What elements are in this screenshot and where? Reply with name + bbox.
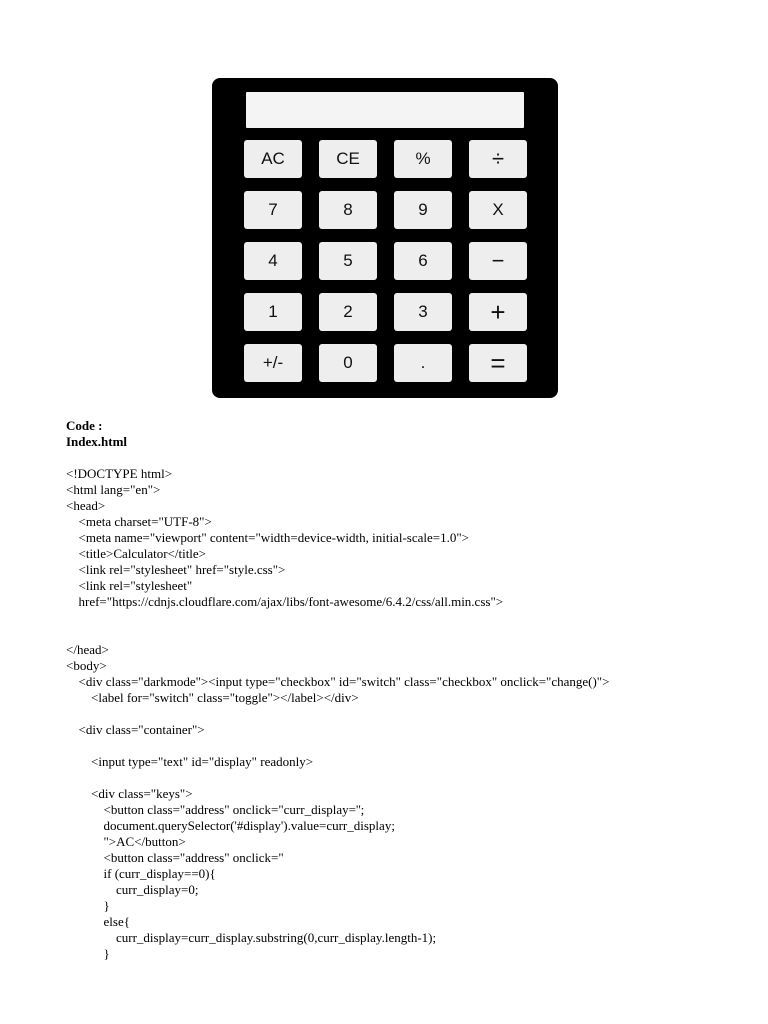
code-line: curr_display=curr_display.substring(0,curr_display.length-1); [116, 930, 437, 945]
code-line: <body> [66, 658, 107, 673]
code-line: document.querySelector('#display').value=curr_display; [103, 818, 395, 833]
blank-line [66, 770, 746, 786]
code-line: curr_display=0; [116, 882, 199, 897]
code-line: <head> [66, 498, 106, 513]
calculator-body [212, 78, 558, 398]
digit-2-button[interactable]: 2 [319, 293, 377, 331]
add-button[interactable]: + [469, 293, 527, 331]
code-line: <div class="container"> [78, 722, 205, 737]
digit-6-button[interactable]: 6 [394, 242, 452, 280]
calculator-display[interactable] [246, 92, 524, 128]
digit-9-button[interactable]: 9 [394, 191, 452, 229]
digit-7-button[interactable]: 7 [244, 191, 302, 229]
code-line: <meta charset="UTF-8"> [78, 514, 212, 529]
blank-line [66, 610, 746, 626]
calculator-keypad [244, 140, 528, 382]
digit-8-button[interactable]: 8 [319, 191, 377, 229]
code-line: </head> [66, 642, 109, 657]
digit-5-button[interactable]: 5 [319, 242, 377, 280]
code-line: <div class="keys"> [91, 786, 193, 801]
code-heading: Code : [66, 418, 103, 433]
code-line: <title>Calculator</title> [78, 546, 207, 561]
divide-button[interactable]: ÷ [469, 140, 527, 178]
subtract-button[interactable]: − [469, 242, 527, 280]
clear-entry-button[interactable]: CE [319, 140, 377, 178]
code-line: <meta name="viewport" content="width=device-width, initial-scale=1.0"> [78, 530, 469, 545]
code-line: } [103, 898, 110, 913]
code-line: <!DOCTYPE html> [66, 466, 173, 481]
digit-0-button[interactable]: 0 [319, 344, 377, 382]
code-line: <html lang="en"> [66, 482, 161, 497]
blank-line [66, 706, 746, 722]
blank-line [66, 626, 746, 642]
decimal-button[interactable]: . [394, 344, 452, 382]
code-line: <div class="darkmode"><input type="checkbox" id="switch" class="checkbox" onclick="change()"> [78, 674, 610, 689]
digit-4-button[interactable]: 4 [244, 242, 302, 280]
multiply-button[interactable]: X [469, 191, 527, 229]
digit-1-button[interactable]: 1 [244, 293, 302, 331]
code-line: if (curr_display==0){ [103, 866, 216, 881]
code-line: <link rel="stylesheet" href="style.css"> [78, 562, 286, 577]
code-lines [66, 450, 746, 962]
code-line: ">AC</button> [103, 834, 186, 849]
code-line: } [103, 946, 110, 961]
equals-button[interactable]: = [469, 344, 527, 382]
file-name-heading: Index.html [66, 434, 128, 449]
code-line: else{ [103, 914, 130, 929]
all-clear-button[interactable]: AC [244, 140, 302, 178]
code-line: <input type="text" id="display" readonly> [91, 754, 314, 769]
blank-line [66, 450, 746, 466]
code-line: <button class="address" onclick=" [103, 850, 284, 865]
digit-3-button[interactable]: 3 [394, 293, 452, 331]
sign-toggle-button[interactable]: +/- [244, 344, 302, 382]
code-line: <link rel="stylesheet" [78, 578, 193, 593]
blank-line [66, 738, 746, 754]
percent-button[interactable]: % [394, 140, 452, 178]
code-line: <button class="address" onclick="curr_display=''; [103, 802, 365, 817]
code-line: href="https://cdnjs.cloudflare.com/ajax/libs/font-awesome/6.4.2/css/all.min.css"> [78, 594, 504, 609]
code-line: <label for="switch" class="toggle"></label></div> [91, 690, 359, 705]
code-listing [66, 418, 746, 962]
